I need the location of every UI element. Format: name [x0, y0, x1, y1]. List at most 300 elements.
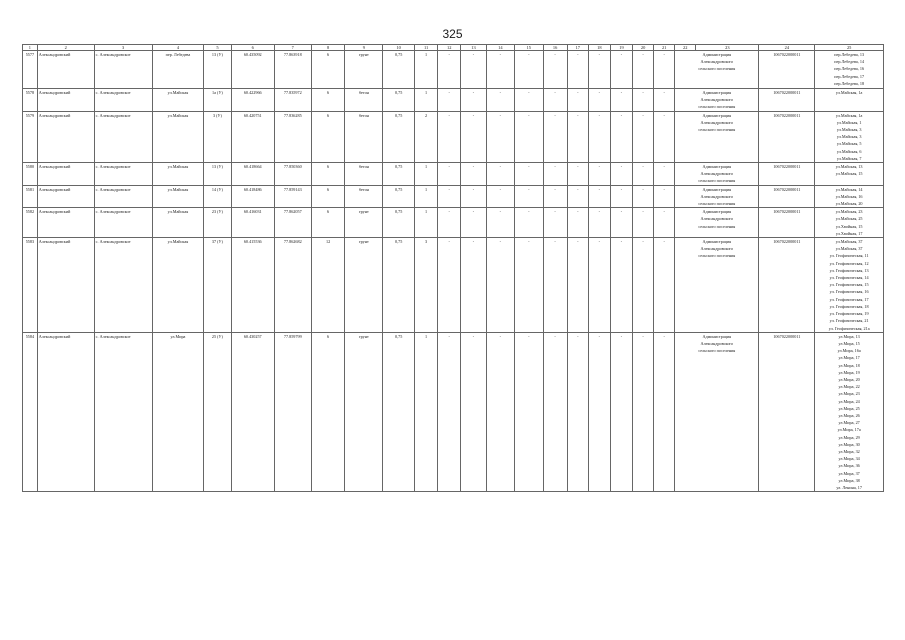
table-cell-c13: -	[461, 208, 486, 238]
address-line: ул.Мира, 38	[838, 477, 860, 483]
table-cell-c20: -	[633, 163, 654, 186]
table-cell-c17: -	[567, 111, 588, 162]
owner-line: Александровского	[700, 119, 734, 125]
address-line: ул.Мира, 22	[838, 384, 860, 390]
register-table	[22, 44, 884, 492]
table-cell-c12: -	[438, 238, 461, 333]
address-line: ул.Мира, 24	[838, 398, 860, 404]
table-row	[23, 238, 884, 333]
table-cell-c23: 1067022000011	[759, 238, 815, 333]
table-cell-c15: -	[515, 163, 543, 186]
table-cell-c10: 0,75	[383, 111, 415, 162]
table-cell-c22	[675, 185, 759, 208]
table-cell-c16: -	[543, 332, 567, 491]
table-cell-c2: Александровский	[37, 163, 94, 186]
address-line: ул.Мира, 19	[838, 369, 860, 375]
table-cell-c16: -	[543, 111, 567, 162]
address-line: ул. Геофизическая, 21	[829, 318, 869, 324]
table-cell-c4: ул.Майская	[152, 238, 204, 333]
table-cell-c15: -	[515, 185, 543, 208]
table-cell-c8: 6	[311, 89, 345, 112]
table-cell-c2: Александровский	[37, 111, 94, 162]
table-cell-c6: 60.420751	[231, 111, 274, 162]
table-cell-c15: -	[515, 238, 543, 333]
table-cell-c9: бетон	[345, 89, 383, 112]
column-header: 4	[152, 45, 204, 51]
table-row	[23, 51, 884, 89]
table-cell-c6: 60.435092	[231, 51, 274, 89]
column-header: 18	[588, 45, 610, 51]
address-line: пер.Лебедева, 17	[834, 73, 865, 79]
column-header: 5	[204, 45, 231, 51]
table-cell-c13: -	[461, 163, 486, 186]
table-cell-c19: -	[610, 51, 632, 89]
table-cell-c4: пер. Лебедева	[152, 51, 204, 89]
table-cell-c19: -	[610, 208, 632, 238]
table-cell-c17: -	[567, 51, 588, 89]
owner-line: сельского поселения	[698, 66, 736, 72]
column-header: 12	[438, 45, 461, 51]
table-cell-c24	[815, 89, 884, 112]
table-cell-c16: -	[543, 238, 567, 333]
address-line: ул.Майская, 23	[835, 209, 863, 215]
address-line: ул. Геофизическая, 17	[829, 296, 869, 302]
table-cell-c12: -	[438, 208, 461, 238]
table-cell-c8: 6	[311, 163, 345, 186]
address-line: ул.Майская, 14	[835, 186, 863, 192]
table-cell-c23: 1067022000011	[759, 208, 815, 238]
address-line: ул. Геофизическая, 11	[829, 253, 869, 259]
address-line: ул. Геофизическая, 21а	[828, 325, 870, 331]
table-cell-c17: -	[567, 185, 588, 208]
table-cell-c17: -	[567, 89, 588, 112]
table-cell-c6: 60.418664	[231, 163, 274, 186]
table-cell-c21: -	[654, 89, 675, 112]
table-cell-c22	[675, 238, 759, 333]
table-row	[23, 111, 884, 162]
table-cell-c4: ул.Майская	[152, 185, 204, 208]
address-line: ул.Мира, 23	[838, 391, 860, 397]
address-line: пер.Лебедева, 14	[834, 59, 865, 65]
table-cell-c13: -	[461, 332, 486, 491]
address-line: ул.Майская, 5	[836, 141, 862, 147]
address-line: ул.Майская, 13	[835, 164, 863, 170]
table-cell-c6: 60.422966	[231, 89, 274, 112]
table-cell-c6: 60.415536	[231, 238, 274, 333]
owner-line: Администрация	[702, 239, 732, 245]
column-header: 22	[675, 45, 696, 51]
table-cell-c12: -	[438, 332, 461, 491]
table-cell-c20: -	[633, 238, 654, 333]
address-line: ул.Майская, 16	[835, 193, 863, 199]
table-cell-c14: -	[486, 163, 514, 186]
table-cell-c23: 1067022000011	[759, 89, 815, 112]
column-header: 20	[633, 45, 654, 51]
address-line: ул. Геофизическая, 18	[829, 303, 869, 309]
table-cell-c8: 12	[311, 238, 345, 333]
table-cell-c24	[815, 238, 884, 333]
owner-line: сельского поселения	[698, 127, 736, 133]
table-cell-c10: 0,75	[383, 185, 415, 208]
table-cell-c19: -	[610, 163, 632, 186]
address-line: ул.Хвойная, 15	[835, 223, 863, 229]
table-cell-c8: 6	[311, 208, 345, 238]
table-cell-c18: -	[588, 89, 610, 112]
address-line: ул. Геофизическая, 16	[829, 289, 869, 295]
table-cell-c12: -	[438, 185, 461, 208]
table-cell-c23: 1067022000011	[759, 163, 815, 186]
address-line: ул.Майская, 7	[836, 155, 862, 161]
table-cell-c14: -	[486, 111, 514, 162]
address-line: ул. Геофизическая, 19	[829, 311, 869, 317]
table-cell-c14: -	[486, 208, 514, 238]
table-cell-c20: -	[633, 185, 654, 208]
table-cell-c19: -	[610, 111, 632, 162]
table-cell-c16: -	[543, 89, 567, 112]
table-row	[23, 332, 884, 491]
table-cell-c2: Александровский	[37, 51, 94, 89]
table-cell-c13: -	[461, 185, 486, 208]
owner-line: Администрация	[702, 209, 732, 215]
column-header: 14	[486, 45, 514, 51]
address-line: ул.Мира, 27	[838, 420, 860, 426]
table-cell-c4: ул.Майская	[152, 111, 204, 162]
table-cell-c20: -	[633, 51, 654, 89]
column-header: 11	[414, 45, 437, 51]
column-header: 19	[610, 45, 632, 51]
table-cell-c22	[675, 163, 759, 186]
owner-line: Александровского	[700, 340, 734, 346]
table-cell-c7: 77.862682	[274, 238, 311, 333]
table-cell-c18: -	[588, 208, 610, 238]
table-row	[23, 89, 884, 112]
table-cell-c10: 0,75	[383, 51, 415, 89]
table-cell-c24	[815, 163, 884, 186]
table-cell-c10: 0,75	[383, 238, 415, 333]
table-cell-c11: 1	[414, 208, 437, 238]
owner-line: сельского поселения	[698, 253, 736, 259]
table-cell-c8: 6	[311, 332, 345, 491]
table-cell-c14: -	[486, 51, 514, 89]
table-cell-c18: -	[588, 111, 610, 162]
table-cell-c1: 5579	[23, 111, 38, 162]
table-row	[23, 185, 884, 208]
table-cell-c21: -	[654, 163, 675, 186]
table-cell-c4: ул.Мира	[152, 332, 204, 491]
address-line: ул. Геофизическая, 14	[829, 275, 869, 281]
table-cell-c9: грунт	[345, 51, 383, 89]
address-line: ул.Майская, 6	[836, 148, 862, 154]
column-header: 8	[311, 45, 345, 51]
table-cell-c23: 1067022000011	[759, 111, 815, 162]
owner-line: сельского поселения	[698, 201, 736, 207]
address-line: ул.Мира, 13	[838, 333, 860, 339]
table-cell-c1: 5578	[23, 89, 38, 112]
table-row	[23, 208, 884, 238]
table-cell-c14: -	[486, 238, 514, 333]
table-cell-c1: 5584	[23, 332, 38, 491]
table-cell-c13: -	[461, 111, 486, 162]
table-cell-c8: 6	[311, 111, 345, 162]
table-cell-c11: 1	[414, 51, 437, 89]
address-line: ул.Майская, 1а	[835, 112, 863, 118]
table-cell-c10: 0,75	[383, 332, 415, 491]
table-cell-c5: 13 (У)	[204, 163, 231, 186]
table-cell-c17: -	[567, 332, 588, 491]
table-cell-c2: Александровский	[37, 332, 94, 491]
table-cell-c9: бетон	[345, 111, 383, 162]
owner-line: Администрация	[702, 186, 732, 192]
table-cell-c20: -	[633, 89, 654, 112]
table-cell-c20: -	[633, 111, 654, 162]
column-header: 25	[815, 45, 884, 51]
table-cell-c6: 60.416031	[231, 208, 274, 238]
table-cell-c17: -	[567, 238, 588, 333]
address-line: ул.Майская, 3	[836, 134, 862, 140]
table-cell-c9: грунт	[345, 332, 383, 491]
table-cell-c3: с. Александровское	[94, 332, 152, 491]
table-cell-c13: -	[461, 89, 486, 112]
table-cell-c3: с. Александровское	[94, 238, 152, 333]
table-cell-c16: -	[543, 208, 567, 238]
address-line: ул.Майская, 3	[836, 127, 862, 133]
table-cell-c13: -	[461, 238, 486, 333]
table-cell-c7: 77.836285	[274, 111, 311, 162]
table-cell-c12: -	[438, 111, 461, 162]
column-header: 17	[567, 45, 588, 51]
owner-line: Администрация	[702, 112, 732, 118]
table-cell-c22	[675, 332, 759, 491]
address-line: ул.Мира, 25	[838, 405, 860, 411]
address-line: ул.Мира, 20	[838, 376, 860, 382]
address-line: ул.Мира, 17а	[837, 427, 861, 433]
table-cell-c23: 1067022000011	[759, 51, 815, 89]
table-cell-c24	[815, 332, 884, 491]
address-line: ул.Майская, 37	[835, 246, 863, 252]
owner-line: Администрация	[702, 164, 732, 170]
table-cell-c11: 1	[414, 185, 437, 208]
address-line: ул.Мира, 37	[838, 470, 860, 476]
table-cell-c21: -	[654, 208, 675, 238]
owner-line: сельского поселения	[698, 178, 736, 184]
table-cell-c14: -	[486, 185, 514, 208]
table-cell-c9: бетон	[345, 185, 383, 208]
address-line: ул.Мира, 17	[838, 355, 860, 361]
table-cell-c24	[815, 111, 884, 162]
table-cell-c1: 5580	[23, 163, 38, 186]
table-cell-c16: -	[543, 163, 567, 186]
table-cell-c18: -	[588, 163, 610, 186]
address-line: пер.Лебедева, 13	[834, 52, 865, 57]
table-cell-c2: Александровский	[37, 208, 94, 238]
address-line: ул.Мира, 36	[838, 463, 860, 469]
address-line: ул. Геофизическая, 13	[829, 267, 869, 273]
table-cell-c8: 6	[311, 185, 345, 208]
table-cell-c13: -	[461, 51, 486, 89]
table-cell-c12: -	[438, 89, 461, 112]
table-cell-c3: с. Александровское	[94, 89, 152, 112]
table-cell-c15: -	[515, 89, 543, 112]
column-header: 9	[345, 45, 383, 51]
table-cell-c18: -	[588, 185, 610, 208]
table-cell-c4: ул.Майская	[152, 208, 204, 238]
table-cell-c5: 23 (У)	[204, 208, 231, 238]
table-cell-c18: -	[588, 238, 610, 333]
column-header: 6	[231, 45, 274, 51]
table-cell-c15: -	[515, 208, 543, 238]
table-cell-c22	[675, 111, 759, 162]
address-line: ул.Мира, 34	[838, 456, 860, 462]
table-cell-c12: -	[438, 51, 461, 89]
table-cell-c24	[815, 208, 884, 238]
table-cell-c4: ул.Майская	[152, 89, 204, 112]
table-cell-c7: 77.835972	[274, 89, 311, 112]
table-cell-c15: -	[515, 51, 543, 89]
table-cell-c7: 77.859799	[274, 332, 311, 491]
table-cell-c7: 77.863918	[274, 51, 311, 89]
address-line: ул.Мира, 26	[838, 412, 860, 418]
column-header: 15	[515, 45, 543, 51]
table-cell-c15: -	[515, 111, 543, 162]
address-line: ул.Мира, 15	[838, 340, 860, 346]
table-cell-c3: с. Александровское	[94, 208, 152, 238]
column-header: 21	[654, 45, 675, 51]
table-cell-c24	[815, 51, 884, 89]
address-line: пер.Лебедева, 18	[834, 80, 865, 86]
table-cell-c18: -	[588, 332, 610, 491]
table-cell-c11: 1	[414, 89, 437, 112]
address-line: ул.Майская, 1	[836, 119, 862, 125]
address-line: ул.Мира, 32	[838, 448, 860, 454]
table-cell-c7: 77.859143	[274, 185, 311, 208]
address-line: ул. Геофизическая, 15	[829, 282, 869, 288]
column-header: 24	[759, 45, 815, 51]
table-cell-c11: 3	[414, 238, 437, 333]
table-cell-c4: ул.Майская	[152, 163, 204, 186]
address-line: ул. Геофизическая, 12	[829, 260, 869, 266]
column-header: 3	[94, 45, 152, 51]
column-header: 23	[696, 45, 759, 51]
table-row	[23, 163, 884, 186]
column-header: 7	[274, 45, 311, 51]
table-cell-c22	[675, 89, 759, 112]
table-cell-c23: 1067022000011	[759, 332, 815, 491]
table-cell-c2: Александровский	[37, 238, 94, 333]
owner-line: Александровского	[700, 59, 734, 65]
table-cell-c1: 5581	[23, 185, 38, 208]
table-cell-c24	[815, 185, 884, 208]
owner-line: Александровского	[700, 171, 734, 177]
page-number: 325	[442, 27, 463, 41]
column-header: 16	[543, 45, 567, 51]
table-cell-c21: -	[654, 51, 675, 89]
table-cell-c19: -	[610, 238, 632, 333]
table-cell-c17: -	[567, 208, 588, 238]
table-cell-c3: с. Александровское	[94, 163, 152, 186]
table-cell-c14: -	[486, 89, 514, 112]
owner-line: Александровского	[700, 97, 734, 103]
owner-line: Александровского	[700, 193, 734, 199]
table-cell-c3: с. Александровское	[94, 111, 152, 162]
table-cell-c1: 5577	[23, 51, 38, 89]
table-cell-c5: 1а (У)	[204, 89, 231, 112]
address-line: ул.Мира, 16а	[837, 348, 861, 354]
address-line: ул.Майская, 37	[835, 239, 863, 245]
table-cell-c7: 77.862057	[274, 208, 311, 238]
table-cell-c18: -	[588, 51, 610, 89]
table-cell-c3: с. Александровское	[94, 51, 152, 89]
table-cell-c17: -	[567, 163, 588, 186]
column-header: 2	[37, 45, 94, 51]
address-line: ул.Майская, 1а	[835, 90, 863, 95]
table-cell-c19: -	[610, 185, 632, 208]
table-cell-c12: -	[438, 163, 461, 186]
table-cell-c5: 14 (У)	[204, 185, 231, 208]
table-cell-c21: -	[654, 238, 675, 333]
owner-line: Администрация	[702, 90, 732, 95]
table-cell-c6: 60.418486	[231, 185, 274, 208]
owner-line: сельского поселения	[698, 223, 736, 229]
table-cell-c21: -	[654, 185, 675, 208]
column-header: 1	[23, 45, 38, 51]
table-cell-c23: 1067022000011	[759, 185, 815, 208]
table-cell-c3: с. Александровское	[94, 185, 152, 208]
table-cell-c1: 5583	[23, 238, 38, 333]
column-header: 10	[383, 45, 415, 51]
table-cell-c11: 2	[414, 111, 437, 162]
table-cell-c2: Александровский	[37, 89, 94, 112]
table-cell-c20: -	[633, 332, 654, 491]
table-cell-c5: 25 (У)	[204, 332, 231, 491]
table-cell-c21: -	[654, 332, 675, 491]
table-cell-c1: 5582	[23, 208, 38, 238]
owner-line: Администрация	[702, 333, 732, 339]
table-cell-c14: -	[486, 332, 514, 491]
address-line: ул.Майская, 20	[835, 201, 863, 207]
table-cell-c22	[675, 208, 759, 238]
table-cell-c10: 0,75	[383, 208, 415, 238]
table-cell-c7: 77.850360	[274, 163, 311, 186]
column-header: 13	[461, 45, 486, 51]
table-cell-c8: 6	[311, 51, 345, 89]
owner-line: сельского поселения	[698, 104, 736, 110]
table-cell-c11: 1	[414, 332, 437, 491]
address-line: пер.Лебедева, 16	[834, 66, 865, 72]
table-cell-c5: 37 (У)	[204, 238, 231, 333]
table-cell-c21: -	[654, 111, 675, 162]
table-cell-c9: бетон	[345, 163, 383, 186]
table-cell-c5: 13 (У)	[204, 51, 231, 89]
table-cell-c16: -	[543, 51, 567, 89]
address-line: ул.Мира, 18	[838, 362, 860, 368]
address-line: ул. Ленина, 17	[836, 484, 862, 490]
owner-line: Александровского	[700, 216, 734, 222]
address-line: ул.Майская, 15	[835, 171, 863, 177]
table-cell-c19: -	[610, 89, 632, 112]
table-cell-c11: 1	[414, 163, 437, 186]
owner-line: Александровского	[700, 246, 734, 252]
address-line: ул.Хвойная, 17	[835, 230, 863, 236]
table-cell-c6: 60.430257	[231, 332, 274, 491]
table-cell-c22	[675, 51, 759, 89]
table-cell-c20: -	[633, 208, 654, 238]
table-cell-c19: -	[610, 332, 632, 491]
table-cell-c9: грунт	[345, 208, 383, 238]
table-cell-c5: 3 (У)	[204, 111, 231, 162]
owner-line: сельского поселения	[698, 348, 736, 354]
address-line: ул.Майская, 25	[835, 216, 863, 222]
address-line: ул.Мира, 30	[838, 441, 860, 447]
